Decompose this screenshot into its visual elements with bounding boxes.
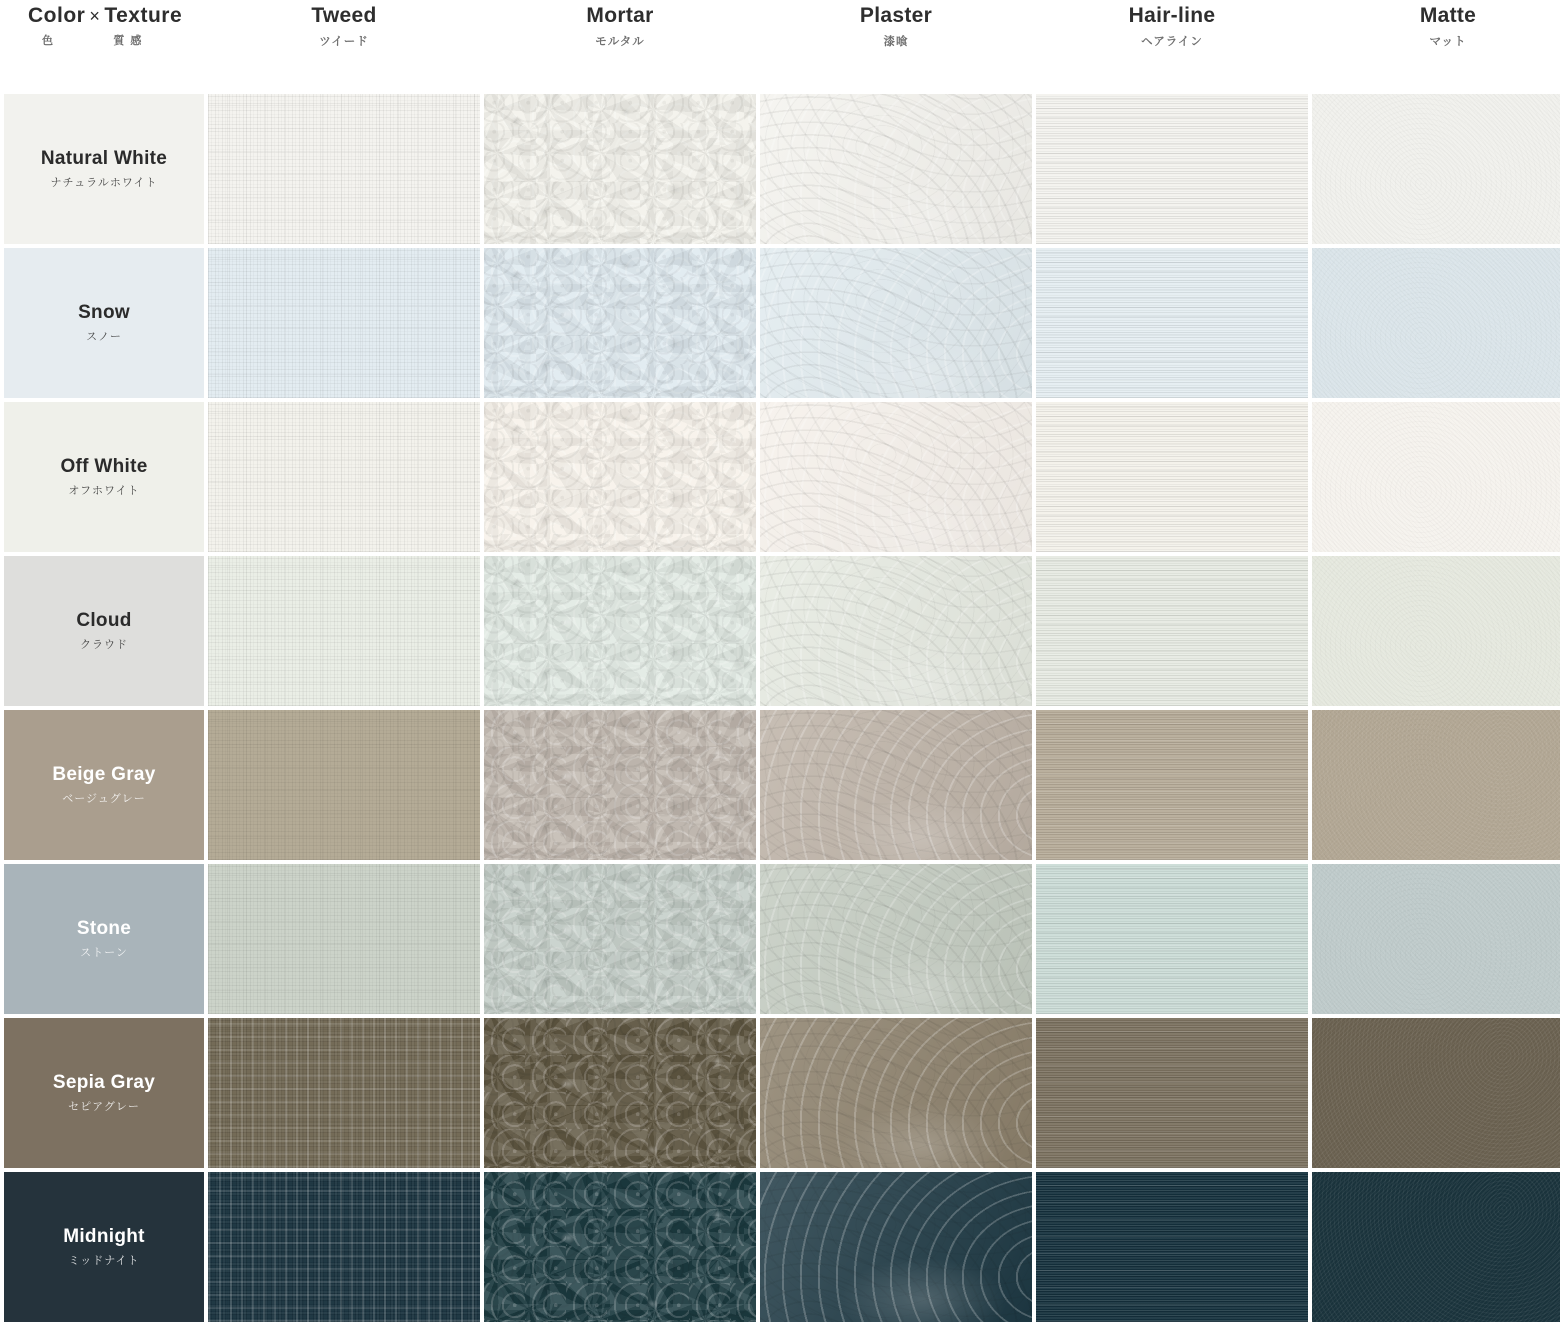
swatch[interactable]	[208, 94, 480, 244]
swatch-cell-hairline[interactable]	[1036, 556, 1308, 706]
swatch-cell-hairline[interactable]	[1036, 248, 1308, 398]
color-name: Off White	[60, 455, 148, 477]
matrix-row	[4, 1018, 1560, 1168]
texture-overlay-plaster	[760, 864, 1032, 1014]
swatch[interactable]	[1312, 248, 1560, 398]
texture-overlay-plaster	[760, 556, 1032, 706]
color-label-inner	[4, 94, 204, 244]
color-label-inner	[4, 864, 204, 1014]
swatch[interactable]	[760, 710, 1032, 860]
corner-sub-texture: 質感	[113, 35, 148, 47]
texture-overlay-plaster	[760, 248, 1032, 398]
swatch-cell-matte[interactable]	[1312, 402, 1560, 552]
swatch-cell-plaster[interactable]	[760, 402, 1032, 552]
color-label-cell[interactable]	[4, 1172, 204, 1322]
swatch[interactable]	[760, 864, 1032, 1014]
swatch[interactable]	[484, 1172, 756, 1322]
swatch[interactable]	[1312, 1018, 1560, 1168]
swatch[interactable]	[208, 402, 480, 552]
swatch-cell-mortar[interactable]	[484, 402, 756, 552]
swatch[interactable]	[1036, 710, 1308, 860]
color-name-jp: スノー	[86, 331, 122, 344]
texture-overlay-plaster	[760, 1172, 1032, 1322]
swatch[interactable]	[208, 1172, 480, 1322]
swatch-cell-matte[interactable]	[1312, 710, 1560, 860]
swatch[interactable]	[1036, 1018, 1308, 1168]
texture-name: Hair-line	[1128, 4, 1216, 27]
swatch[interactable]	[1312, 710, 1560, 860]
color-label-cell[interactable]	[4, 710, 204, 860]
swatch-cell-plaster[interactable]	[760, 864, 1032, 1014]
color-name-jp: ストーン	[80, 947, 128, 960]
texture-overlay-plaster	[760, 402, 1032, 552]
color-label-inner	[4, 1018, 204, 1168]
matrix-row	[4, 1172, 1560, 1322]
swatch-cell-tweed[interactable]	[208, 94, 480, 244]
color-name-jp: オフホワイト	[68, 485, 140, 498]
color-name: Cloud	[76, 609, 132, 631]
matrix-row	[4, 556, 1560, 706]
texture-name: Matte	[1419, 4, 1477, 27]
corner-title-texture: Texture	[104, 4, 183, 27]
texture-overlay-hairline	[1036, 556, 1308, 706]
texture-header-mortar	[484, 4, 756, 90]
swatch-cell-hairline[interactable]	[1036, 864, 1308, 1014]
swatch[interactable]	[1036, 94, 1308, 244]
texture-overlay-mortar	[484, 248, 756, 398]
texture-header-matte	[1312, 4, 1560, 90]
swatch-cell-hairline[interactable]	[1036, 402, 1308, 552]
corner-sub-color: 色	[42, 35, 59, 47]
color-label-inner	[4, 248, 204, 398]
swatch[interactable]	[1312, 402, 1560, 552]
texture-overlay-tweed	[208, 1172, 480, 1322]
texture-overlay-tweed	[208, 710, 480, 860]
color-label-inner	[4, 402, 204, 552]
texture-header-plaster	[760, 4, 1032, 90]
color-name: Midnight	[63, 1225, 145, 1247]
texture-name-jp: ヘアライン	[1141, 36, 1203, 48]
header-row	[4, 4, 1560, 90]
texture-overlay-hairline	[1036, 402, 1308, 552]
color-label-cell[interactable]	[4, 1018, 204, 1168]
swatch-cell-mortar[interactable]	[484, 710, 756, 860]
texture-overlay-plaster	[760, 94, 1032, 244]
swatch-cell-tweed[interactable]	[208, 1018, 480, 1168]
texture-overlay-matte	[1312, 556, 1560, 706]
swatch-cell-mortar[interactable]	[484, 556, 756, 706]
texture-overlay-mortar	[484, 1172, 756, 1322]
color-label-inner	[4, 710, 204, 860]
texture-header-tweed	[208, 4, 480, 90]
swatch-cell-mortar[interactable]	[484, 94, 756, 244]
texture-overlay-hairline	[1036, 1018, 1308, 1168]
texture-overlay-matte	[1312, 248, 1560, 398]
texture-overlay-plaster	[760, 1018, 1032, 1168]
swatch-cell-tweed[interactable]	[208, 1172, 480, 1322]
swatch-cell-plaster[interactable]	[760, 94, 1032, 244]
swatch-cell-plaster[interactable]	[760, 1172, 1032, 1322]
swatch-cell-mortar[interactable]	[484, 1018, 756, 1168]
color-name: Snow	[78, 301, 130, 323]
swatch[interactable]	[760, 556, 1032, 706]
texture-overlay-hairline	[1036, 94, 1308, 244]
swatch-cell-tweed[interactable]	[208, 248, 480, 398]
swatch-cell-matte[interactable]	[1312, 1018, 1560, 1168]
color-label-inner	[4, 556, 204, 706]
matrix-row	[4, 710, 1560, 860]
swatch[interactable]	[1036, 1172, 1308, 1322]
color-label-inner	[4, 1172, 204, 1322]
swatch-cell-matte[interactable]	[1312, 556, 1560, 706]
texture-overlay-hairline	[1036, 710, 1308, 860]
swatch[interactable]	[1312, 94, 1560, 244]
swatch-cell-hairline[interactable]	[1036, 1172, 1308, 1322]
color-name-jp: クラウド	[80, 639, 128, 652]
swatch-cell-mortar[interactable]	[484, 248, 756, 398]
corner-title-symbol: ×	[89, 6, 101, 26]
color-name-jp: セピアグレー	[68, 1101, 140, 1114]
swatch[interactable]	[484, 1018, 756, 1168]
swatch[interactable]	[484, 94, 756, 244]
color-name: Natural White	[40, 147, 168, 169]
swatch[interactable]	[484, 710, 756, 860]
matrix-row	[4, 248, 1560, 398]
matrix-row	[4, 94, 1560, 244]
corner-subtitle	[28, 32, 204, 48]
swatch-cell-tweed[interactable]	[208, 864, 480, 1014]
swatch-cell-matte[interactable]	[1312, 864, 1560, 1014]
swatch-cell-tweed[interactable]	[208, 402, 480, 552]
texture-overlay-mortar	[484, 556, 756, 706]
texture-name-jp: 漆喰	[883, 36, 909, 48]
swatch[interactable]	[484, 864, 756, 1014]
texture-name: Plaster	[859, 4, 933, 27]
texture-overlay-matte	[1312, 710, 1560, 860]
texture-overlay-mortar	[484, 402, 756, 552]
texture-overlay-matte	[1312, 864, 1560, 1014]
swatch[interactable]	[760, 1018, 1032, 1168]
corner-title	[28, 4, 204, 28]
swatch[interactable]	[1036, 864, 1308, 1014]
swatch-cell-mortar[interactable]	[484, 1172, 756, 1322]
color-label-cell[interactable]	[4, 248, 204, 398]
swatch-cell-hairline[interactable]	[1036, 1018, 1308, 1168]
matrix-body	[4, 94, 1560, 1322]
swatch[interactable]	[1036, 402, 1308, 552]
texture-overlay-mortar	[484, 94, 756, 244]
texture-overlay-matte	[1312, 1018, 1560, 1168]
texture-overlay-tweed	[208, 94, 480, 244]
corner-header	[4, 4, 204, 90]
texture-name: Tweed	[311, 4, 377, 27]
swatch-cell-plaster[interactable]	[760, 710, 1032, 860]
texture-overlay-matte	[1312, 1172, 1560, 1322]
texture-overlay-plaster	[760, 710, 1032, 860]
color-name: Stone	[76, 917, 132, 939]
swatch-cell-plaster[interactable]	[760, 556, 1032, 706]
texture-overlay-tweed	[208, 556, 480, 706]
texture-overlay-tweed	[208, 402, 480, 552]
texture-overlay-matte	[1312, 402, 1560, 552]
swatch[interactable]	[1312, 864, 1560, 1014]
swatch-cell-plaster[interactable]	[760, 1018, 1032, 1168]
color-name-jp: ミッドナイト	[68, 1255, 140, 1268]
swatch[interactable]	[760, 248, 1032, 398]
swatch[interactable]	[760, 402, 1032, 552]
swatch[interactable]	[760, 1172, 1032, 1322]
swatch[interactable]	[208, 864, 480, 1014]
texture-overlay-mortar	[484, 710, 756, 860]
color-label-cell[interactable]	[4, 402, 204, 552]
swatch-cell-matte[interactable]	[1312, 248, 1560, 398]
swatch[interactable]	[1036, 556, 1308, 706]
swatch-cell-matte[interactable]	[1312, 94, 1560, 244]
color-name-jp: ナチュラルホワイト	[50, 177, 158, 190]
swatch[interactable]	[484, 556, 756, 706]
swatch-cell-matte[interactable]	[1312, 1172, 1560, 1322]
texture-overlay-hairline	[1036, 248, 1308, 398]
swatch-cell-hairline[interactable]	[1036, 94, 1308, 244]
texture-overlay-hairline	[1036, 1172, 1308, 1322]
color-name: Sepia Gray	[52, 1071, 156, 1093]
swatch[interactable]	[484, 248, 756, 398]
swatch-cell-tweed[interactable]	[208, 556, 480, 706]
texture-overlay-mortar	[484, 1018, 756, 1168]
swatch-cell-plaster[interactable]	[760, 248, 1032, 398]
texture-overlay-hairline	[1036, 864, 1308, 1014]
color-label-cell[interactable]	[4, 556, 204, 706]
swatch[interactable]	[208, 556, 480, 706]
texture-name: Mortar	[586, 4, 654, 27]
swatch-cell-mortar[interactable]	[484, 864, 756, 1014]
swatch-cell-hairline[interactable]	[1036, 710, 1308, 860]
matrix-row	[4, 402, 1560, 552]
swatch[interactable]	[484, 402, 756, 552]
color-name: Beige Gray	[52, 763, 156, 785]
swatch[interactable]	[1312, 1172, 1560, 1322]
swatch[interactable]	[1312, 556, 1560, 706]
texture-name-jp: マット	[1429, 36, 1467, 48]
swatch[interactable]	[760, 94, 1032, 244]
texture-overlay-tweed	[208, 248, 480, 398]
texture-overlay-tweed	[208, 1018, 480, 1168]
color-name-jp: ベージュグレー	[62, 793, 146, 806]
matrix-row	[4, 864, 1560, 1014]
texture-header-hair-line	[1036, 4, 1308, 90]
swatch[interactable]	[208, 1018, 480, 1168]
swatch-cell-tweed[interactable]	[208, 710, 480, 860]
texture-name-jp: ツイード	[319, 36, 369, 48]
texture-overlay-matte	[1312, 94, 1560, 244]
corner-sub-spacer	[59, 35, 113, 47]
corner-title-color: Color	[28, 4, 86, 27]
color-label-cell[interactable]	[4, 864, 204, 1014]
texture-overlay-mortar	[484, 864, 756, 1014]
swatch[interactable]	[208, 248, 480, 398]
swatch[interactable]	[208, 710, 480, 860]
texture-overlay-tweed	[208, 864, 480, 1014]
color-label-cell[interactable]	[4, 94, 204, 244]
texture-name-jp: モルタル	[595, 36, 645, 48]
swatch[interactable]	[1036, 248, 1308, 398]
